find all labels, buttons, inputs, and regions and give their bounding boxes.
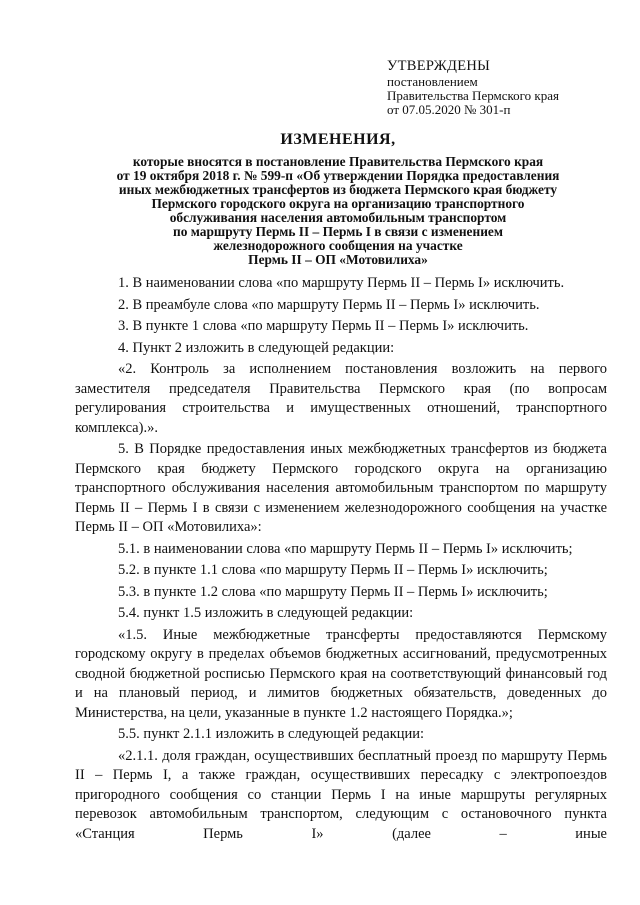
paragraph: 5.3. в пункте 1.2 слова «по маршруту Пермь II – Пермь I» исключить; <box>118 583 548 600</box>
title-line: Пермь II – ОП «Мотовилиха» <box>248 252 428 267</box>
paragraph: «2.1.1. доля граждан, осуществивших бесплатный проезд по маршруту Пермь II – Пермь I, а также граждан, осуществивших пересадку с электропоездов пригородного сообщения со станции Пермь I на иные маршруты регулярных перевозок автомобильным транспортом, следующим с остановочного пункта «Станция Пермь I» (далее – иные <box>75 747 607 842</box>
paragraph: 5.5. пункт 2.1.1 изложить в следующей редакции: <box>118 726 425 742</box>
title-line: железнодорожного сообщения на участке <box>213 238 463 253</box>
paragraph: 5. В Порядке предоставления иных межбюджетных трансфертов из бюджета Пермского края бюджету Пермского городского округа на организацию транспортного обслуживания населения автомобильным транспортом по маршруту Пермь II – Пермь I в связи с изменением железнодорожного сообщения на участке Пермь II – ОП «Мотовилиха»: <box>75 441 607 535</box>
title-line: иных межбюджетных трансфертов из бюджета Пермского края бюджету <box>118 182 558 197</box>
title-line: по маршруту Пермь II – Пермь I в связи с изменением <box>172 224 503 239</box>
paragraph: 5.1. в наименовании слова «по маршруту Пермь II – Пермь I» исключить; <box>118 540 573 557</box>
document-body <box>75 274 607 846</box>
approval-line: от 07.05.2020 № 301-п <box>387 102 511 117</box>
paragraph: 2. В преамбуле слова «по маршруту Пермь II – Пермь I» исключить. <box>118 296 540 313</box>
paragraph: 1. В наименовании слова «по маршруту Пермь II – Пермь I» исключить. <box>118 275 565 291</box>
paragraph: «2. Контроль за исполнением постановления возложить на первого заместителя председателя Правительства Пермского края (по вопросам регулирования строительства и имущественных отношений, транспортного комплекса).». <box>75 361 607 436</box>
title-main: ИЗМЕНЕНИЯ, <box>280 131 396 148</box>
paragraph: 5.4. пункт 1.5 изложить в следующей редакции: <box>118 605 414 621</box>
paragraph: 4. Пункт 2 изложить в следующей редакции: <box>118 339 395 356</box>
approval-stamp <box>387 58 627 117</box>
paragraph: 5.2. в пункте 1.1 слова «по маршруту Пермь II – Пермь I» исключить; <box>118 562 548 578</box>
document-title <box>70 130 606 267</box>
approval-heading: УТВЕРЖДЕНЫ <box>387 58 491 74</box>
title-line: Пермского городского округа на организацию транспортного <box>151 196 525 211</box>
approval-line: Правительства Пермского края <box>387 88 559 103</box>
paragraph: 3. В пункте 1 слова «по маршруту Пермь II – Пермь I» исключить. <box>118 318 529 334</box>
approval-line: постановлением <box>387 74 478 89</box>
title-line: от 19 октября 2018 г. № 599-п «Об утверждении Порядка предоставления <box>116 168 560 183</box>
title-line: обслуживания населения автомобильным транспортом <box>169 210 507 225</box>
paragraph: «1.5. Иные межбюджетные трансферты предоставляются Пермскому городскому округу в пределах объемов бюджетных ассигнований, предусмотренных сводной бюджетной росписью Пермского края на соответствующий финансовый год и на плановый период, и лимитов бюджетных обязательств, доведенных до Министерства, на цели, указанные в пункте 1.2 настоящего Порядка.»; <box>75 626 607 721</box>
title-line: которые вносятся в постановление Правительства Пермского края <box>132 154 544 169</box>
